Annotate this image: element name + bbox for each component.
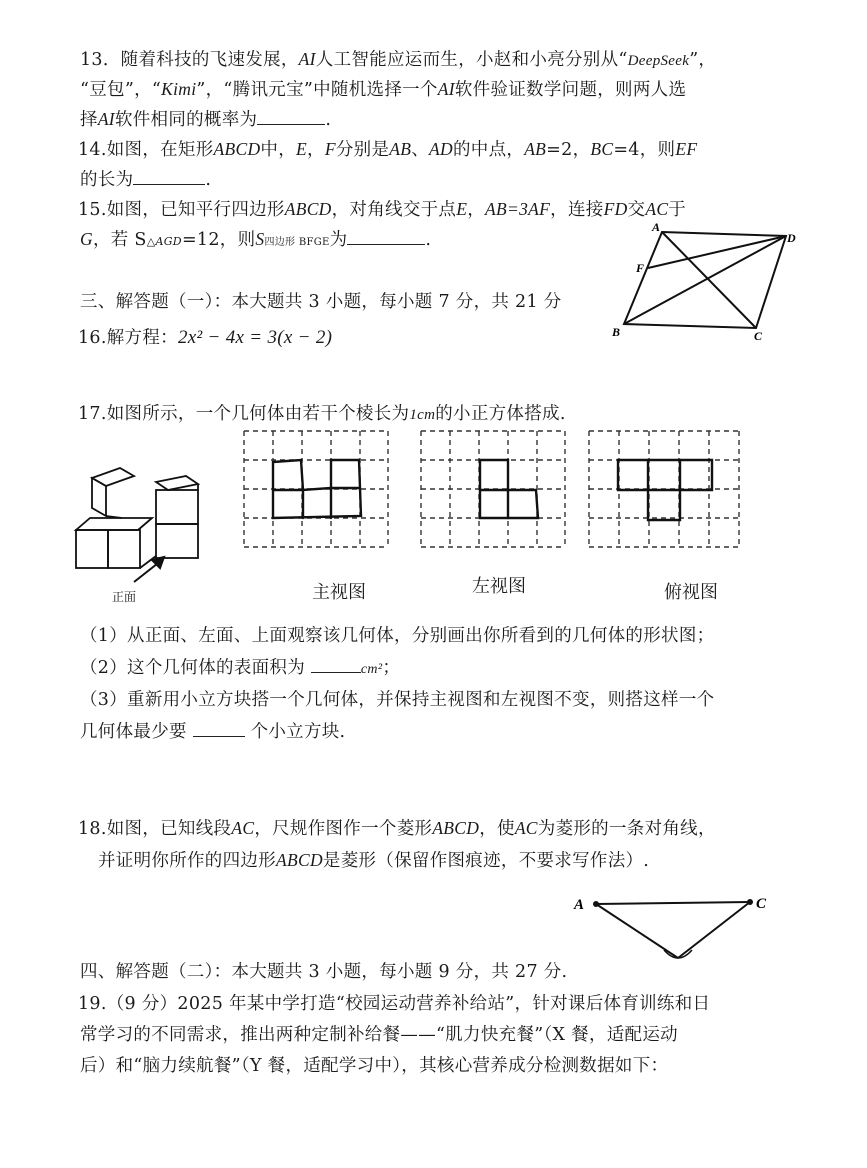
q14-line-1: 14.如图，在矩形ABCD中，E，F分别是AB、AD的中点，AB=2，BC=4，则EF (78, 139, 698, 160)
q17-part-3-line-1: （3）重新用小立方块搭一个几何体，并保持主视图和左视图不变，则搭这样一个 (80, 690, 715, 710)
answer-blank-17-3[interactable] (193, 720, 245, 737)
answer-blank-17-2[interactable] (311, 656, 361, 673)
q18-line-2: 并证明你所作的四边形ABCD是菱形（保留作图痕迹，不要求写作法）. (98, 850, 650, 871)
q16-equation: 2x² − 4x = 3(x − 2) (177, 327, 333, 348)
segment-ac-figure (568, 888, 788, 970)
q16-line: 16.解方程：2x² − 4x = 3(x − 2) (78, 327, 333, 348)
fig15-label-c: C (754, 329, 763, 343)
q15-line-1: 15.如图，已知平行四边形ABCD，对角线交于点E，AB=3AF，连接FD交AC于 (78, 199, 687, 220)
q13-line-2: “豆包”，“Kimi”，“腾讯元宝”中随机选择一个AI软件验证数学问题，则两人选 (80, 79, 687, 100)
q17-line: 17.如图所示，一个几何体由若干个棱长为1cm的小正方体搭成. (78, 404, 566, 424)
point-c-label: C (756, 896, 767, 912)
cube-solid-figure (72, 460, 222, 590)
q19-line-3: 后）和“脑力续航餐”（Y 餐，适配学习中），其核心营养成分检测数据如下： (80, 1056, 669, 1076)
answer-blank-14[interactable] (133, 168, 205, 185)
q17-part-2: （2）这个几何体的表面积为 cm²； (80, 658, 401, 678)
section-4-header: 四、解答题（二）：本大题共 3 小题，每小题 9 分，共 27 分. (80, 962, 568, 982)
q18-line-1: 18.如图，已知线段AC，尺规作图作一个菱形ABCD，使AC为菱形的一条对角线， (78, 818, 716, 839)
answer-blank-13[interactable] (257, 108, 325, 125)
q19-line-1: 19.（9 分）2025 年某中学打造“校园运动营养补给站”，针对课后体育训练和日 (78, 994, 711, 1014)
left-view-grid[interactable] (420, 430, 566, 548)
fig15-label-d: D (787, 231, 796, 245)
front-view-caption: 主视图 (312, 582, 366, 603)
q15-line-2: G，若 S△AGD=12，则S四边形 BFGE为 . (80, 229, 432, 250)
q17-part-1: （1）从正面、左面、上面观察该几何体，分别画出你所看到的几何体的形状图； (80, 626, 715, 646)
fig15-label-a: A (652, 222, 661, 234)
point-a-label: A (574, 897, 585, 913)
ai-text: AI (298, 49, 316, 69)
answer-blank-15[interactable] (347, 228, 425, 245)
q13-line-1: 13．随着科技的飞速发展，AI人工智能应运而生，小赵和小亮分别从“DeepSeek”， (80, 49, 717, 70)
front-label: 正面 (112, 590, 137, 604)
q17-part-3-line-2: 几何体最少要 个小立方块. (80, 722, 346, 742)
top-view-grid[interactable] (588, 430, 740, 548)
top-view-caption: 俯视图 (664, 582, 718, 603)
section-3-header: 三、解答题（一）：本大题共 3 小题，每小题 7 分，共 21 分 (80, 292, 562, 312)
fig15-label-b: B (612, 325, 621, 339)
left-view-caption: 左视图 (472, 576, 526, 597)
fig15-label-f: F (636, 261, 645, 275)
q14-line-2: 的长为 . (80, 170, 212, 190)
front-view-grid[interactable] (243, 430, 389, 548)
q19-line-2: 常学习的不同需求，推出两种定制补给餐——“肌力快充餐”（X 餐，适配运动 (80, 1025, 678, 1045)
q13-line-3: 择AI软件相同的概率为 . (80, 109, 332, 130)
parallelogram-figure (608, 222, 808, 344)
